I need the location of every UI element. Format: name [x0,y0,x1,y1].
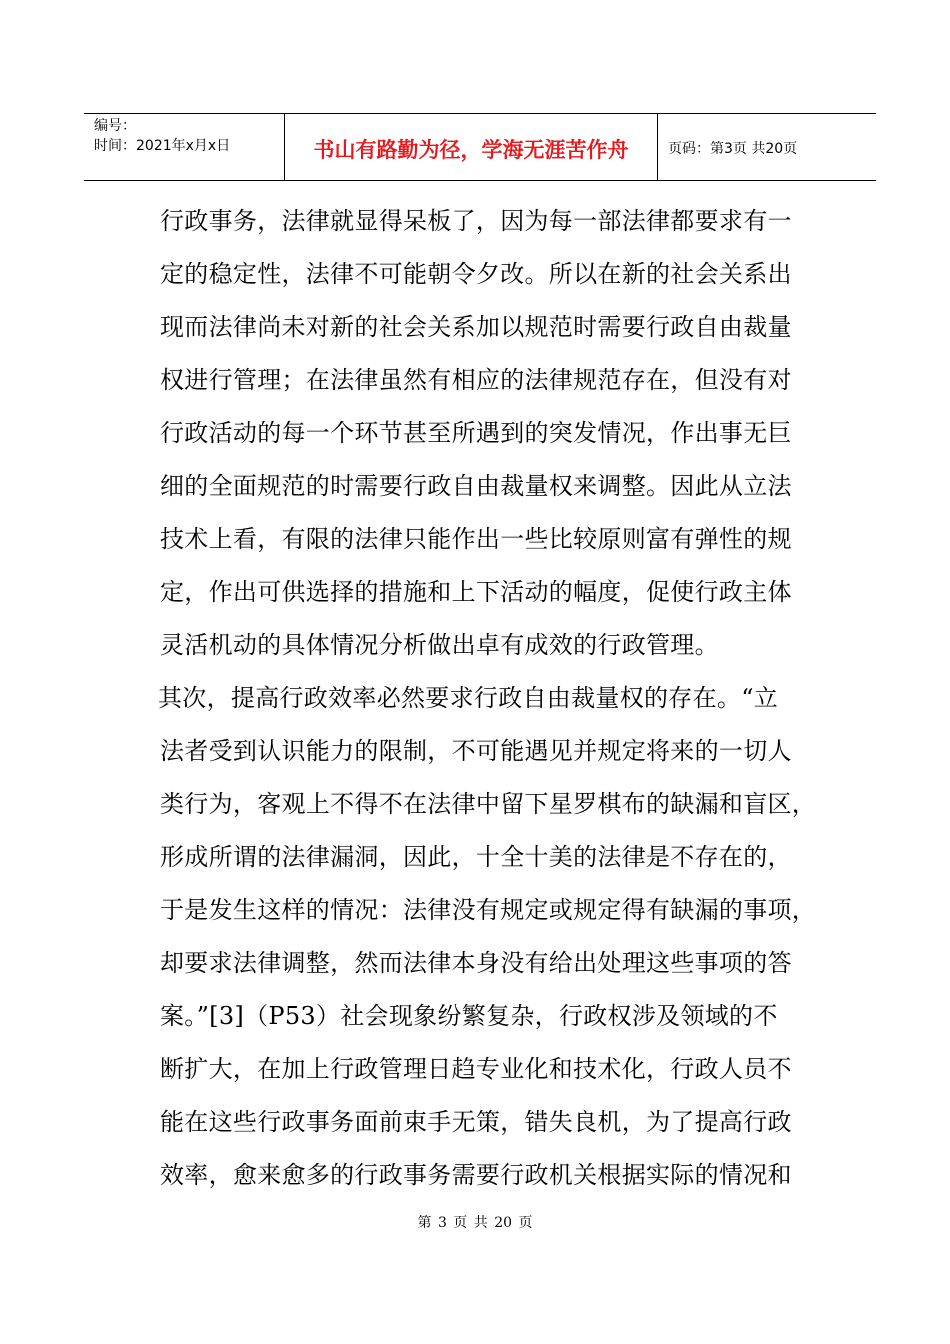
body-line: 权进行管理；在法律虽然有相应的法律规范存在，但没有对 [160,366,792,394]
body-line: 技术上看，有限的法律只能作出一些比较原则富有弹性的规 [160,525,792,553]
page-footer: 第 3 页 共 20 页 [417,1215,533,1231]
body-line: 细的全面规范的时需要行政自由裁量权来调整。因此从立法 [160,472,792,500]
body-line: 断扩大，在加上行政管理日趋专业化和技术化，行政人员不 [160,1055,792,1083]
body-line: 于是发生这样的情况：法律没有规定或规定得有缺漏的事项， [160,896,817,924]
header-page-info: 页码：第3页 共20页 [668,141,798,157]
body-line: 现而法律尚未对新的社会关系加以规范时需要行政自由裁量 [160,313,792,341]
body-line: 能在这些行政事务面前束手无策，错失良机，为了提高行政 [160,1108,792,1136]
body-line: 定的稳定性，法律不可能朝令夕改。所以在新的社会关系出 [160,260,792,288]
body-line: 行政活动的每一个环节甚至所遇到的突发情况，作出事无巨 [160,419,792,447]
body-line: 定，作出可供选择的措施和上下活动的幅度，促使行政主体 [160,578,792,606]
document-body [158,195,817,1202]
date-label: 时间：2021年x月x日 [94,138,231,154]
body-line: 却要求法律调整，然而法律本身没有给出处理这些事项的答 [160,949,792,977]
serial-number-label: 编号： [94,118,136,134]
body-line: 案。”[3]（P53）社会现象纷繁复杂，行政权涉及领域的不 [160,1002,778,1030]
header-meta [84,114,285,180]
document-header [84,113,876,181]
header-motto: 书山有路勤为径，学海无涯苦作舟 [285,114,658,180]
body-line: 行政事务，法律就显得呆板了，因为每一部法律都要求有一 [160,207,792,235]
body-line: 类行为，客观上不得不在法律中留下星罗棋布的缺漏和盲区， [160,790,817,818]
body-line: 形成所谓的法律漏洞，因此，十全十美的法律是不存在的， [160,843,792,871]
body-line: 灵活机动的具体情况分析做出卓有成效的行政管理。 [160,631,719,659]
body-line: 效率，愈来愈多的行政事务需要行政机关根据实际的情况和 [160,1161,792,1189]
body-line: 法者受到认识能力的限制，不可能遇见并规定将来的一切人 [160,737,792,765]
body-line: 其次，提高行政效率必然要求行政自由裁量权的存在。“立 [158,684,779,712]
